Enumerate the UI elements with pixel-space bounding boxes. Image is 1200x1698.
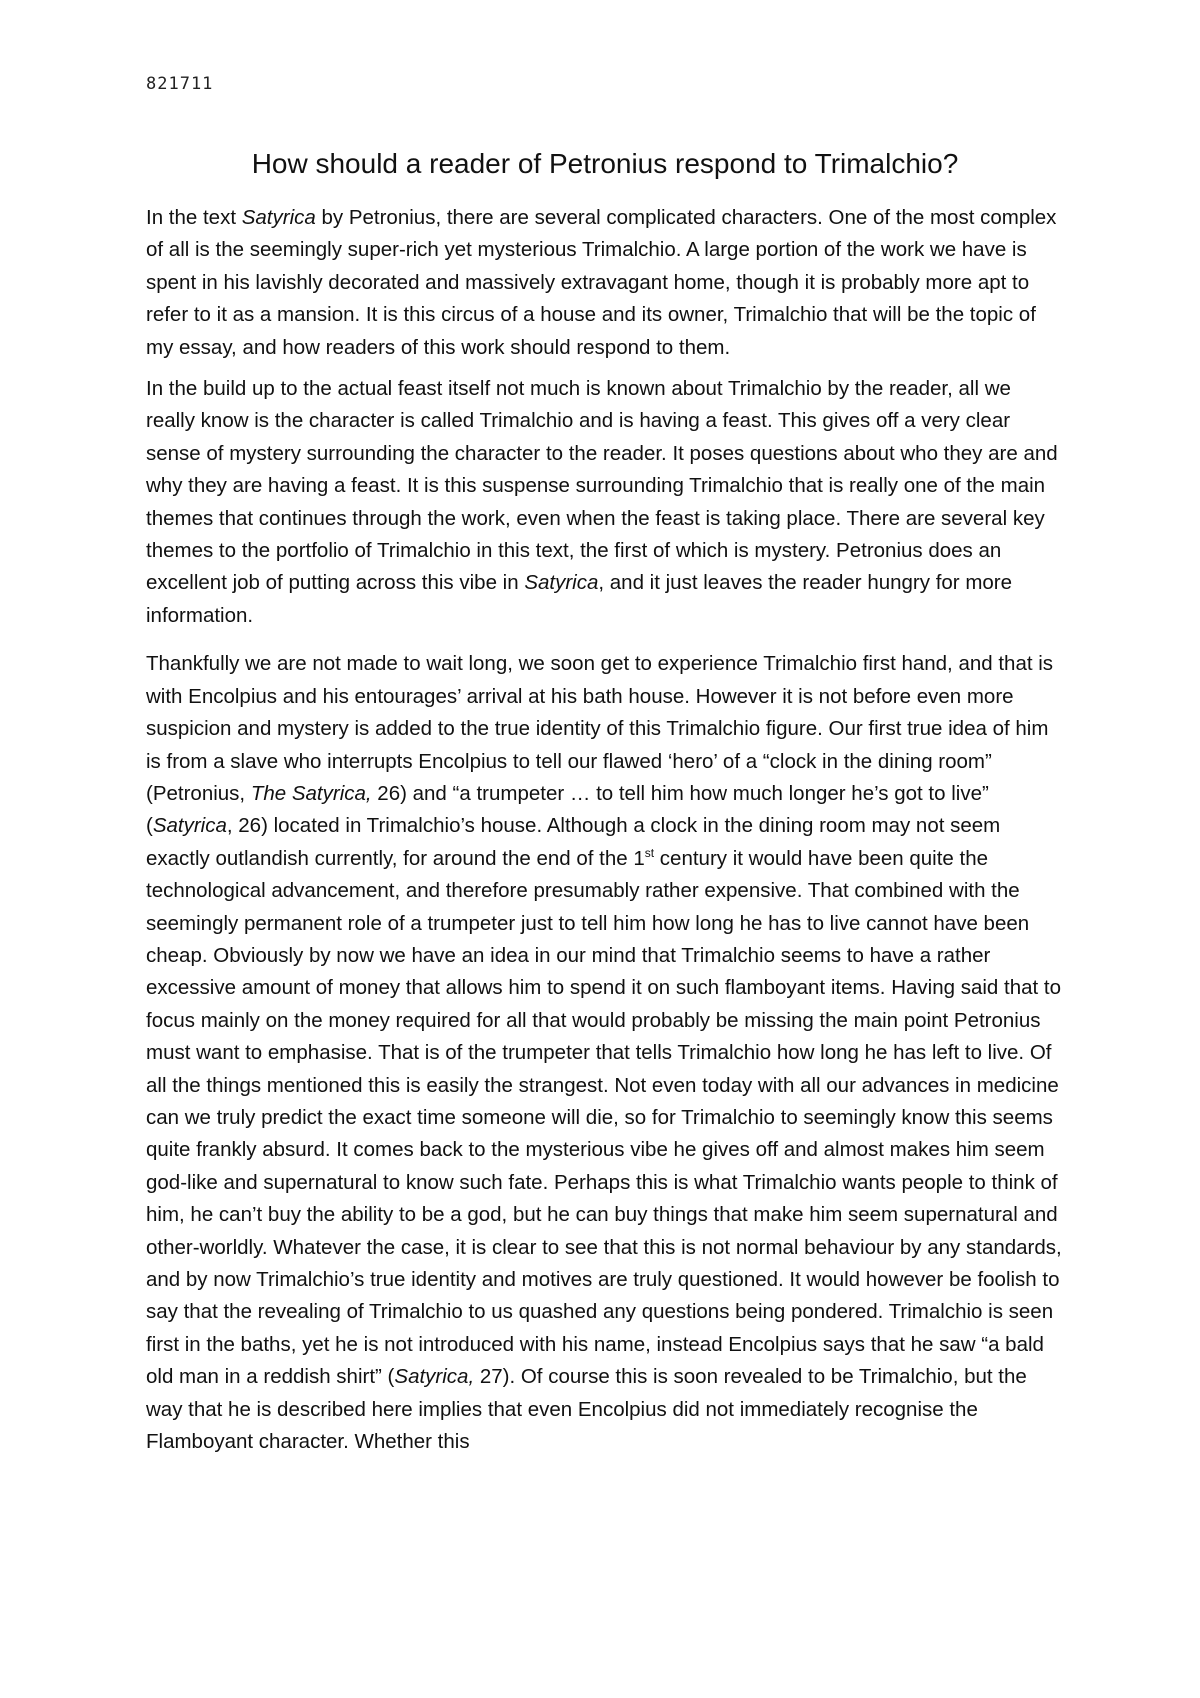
paragraph-1-text-c: by Petronius, there are several complicated characters. One of the most complex of all is the seemingly super-rich yet mysterious Trimalchio. A large portion of the work we have is spent in his lavishly decorated and massively extravagant home, though it is probably more apt to refer to it as a mansion. It is this circus of a house and its owner, Trimalchio that will be the topic of my essay, and how readers of this work should respond to them. [146,206,1057,359]
paragraph-3-text-a: Thankfully we are not made to wait long, we soon get to experience Trimalchio first hand, and that is with Encolpius and his entourages’ arrival at his bath house. However it is not before even more suspicion and mystery is added to the true identity of this Trimalchio figure. Our first true idea of him is from a slave who interrupts Encolpius to tell our flawed ‘hero’ of a “clock in the dining room” (Petronius, [146,652,1054,805]
paragraph-3-italic-h: Satyrica, [394,1365,475,1389]
candidate-number: 821711 [146,74,214,94]
paragraph-3-italic-d: Satyrica [152,814,227,838]
paragraph-2 [146,373,1064,632]
paragraph-3 [146,648,1064,1458]
paragraph-3-text-c: 26) and “a trumpeter … to tell him how much longer he’s got to live” ( [146,781,989,838]
paragraph-1-text-a: In the text [146,206,242,229]
paragraph-1 [146,202,1064,364]
paragraph-3-text-g: century it would have been quite the technological advancement, and therefore presumably rather expensive. That combined with the seemingly permanent role of a trumpeter just to tell him how long he has to live cannot have been cheap. Obviously by now we have an idea in our mind that Trimalchio seems to have a rather excessive amount of money that allows him to spend it on such flamboyant items. Having said that to focus mainly on the money required for all that would probably be missing the main point Petronius must want to emphasise. That is of the trumpeter that tells Trimalchio how long he has left to live. Of all the things mentioned this is easily the strangest. Not even today with all our advances in medicine can we truly predict the exact time someone will die, so for Trimalchio to seemingly know this seems quite frankly absurd. It comes back to the mysterious vibe he gives off and almost makes him seem god-like and supernatural to know such fate. Perhaps this is what Trimalchio wants people to think of him, he can’t buy the ability to be a god, but he can buy things that make him seem supernatural and other-worldly. Whatever the case, it is clear to see that this is not normal behaviour by any standards, and by now Trimalchio’s true identity and motives are truly questioned. It would however be foolish to say that the revealing of Trimalchio to us quashed any questions being pondered. Trimalchio is seen first in the baths, yet he is not introduced with his name, instead Encolpius says that he saw “a bald old man in a reddish shirt” ( [146,846,1062,1389]
paragraph-1-italic-title: Satyrica [241,206,316,229]
essay-title: How should a reader of Petronius respond to Trimalchio? [251,148,959,179]
paragraph-3-text-e: , 26) located in Trimalchio’s house. Although a clock in the dining room may not seem exactly outlandish currently, for around the end of the 1 [146,814,1001,870]
paragraph-2-italic-title: Satyrica [524,571,599,595]
paragraph-3-superscript: st [644,845,655,860]
essay-body [146,202,1064,1467]
paragraph-2-text-c: , and it just leaves the reader hungry for more information. [146,571,1013,627]
paragraph-2-text-a: In the build up to the actual feast itself not much is known about Trimalchio by the reader, all we really know is the character is called Trimalchio and is having a feast. This gives off a very clear sense of mystery surrounding the character to the reader. It poses questions about who they are and why they are having a feast. It is this suspense surrounding Trimalchio that is really one of the main themes that continues through the work, even when the feast is taking place. There are several key themes to the portfolio of Trimalchio in this text, the first of which is mystery. Petronius does an excellent job of putting across this vibe in [146,377,1058,595]
paragraph-3-text-i: 27). Of course this is soon revealed to be Trimalchio, but the way that he is described here implies that even Encolpius did not immediately recognise the Flamboyant character. Whether this [146,1365,1027,1454]
paragraph-3-italic-b: The Satyrica, [250,781,372,805]
